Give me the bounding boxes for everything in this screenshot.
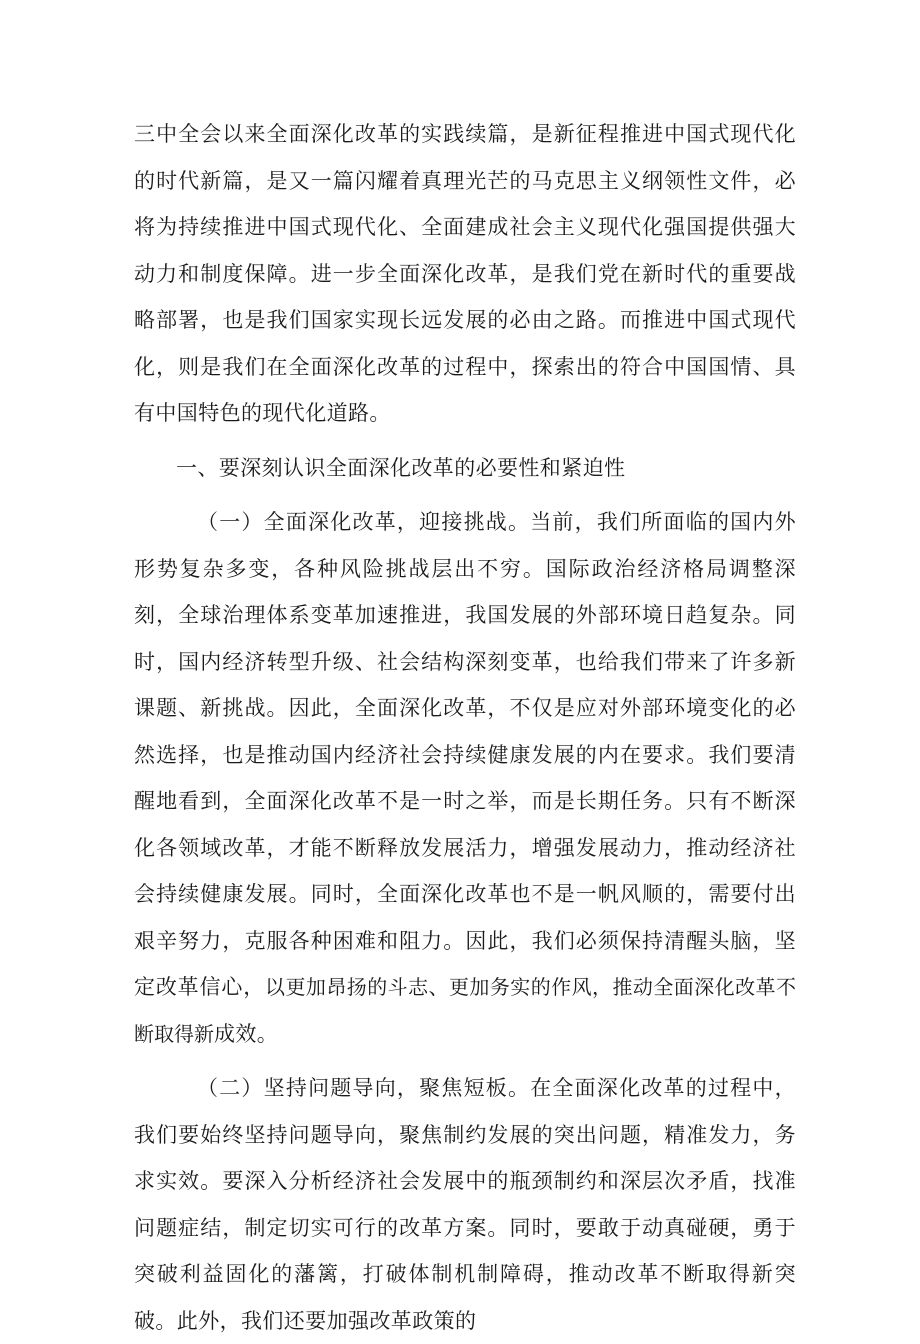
paragraph-intro-text: 三中全会以来全面深化改革的实践续篇，是新征程推进中国式现代化的时代新篇，是又一篇闪耀着真理光芒的马克思主义纲领性文件，必将为持续推进中国式现代化、全面建成社会主义现代化强国提供强大动力和制度保障。进一步全面深化改革，是我们党在新时代的重要战略部署，也是我们国家实现长远发展的必由之路。而推进中国式现代化，则是我们在全面深化改革的过程中，探索出的符合中国国情、具有中国特色的现代化道路。 [134, 122, 796, 425]
paragraph-section-1-1 [134, 499, 796, 1057]
paragraph-intro [134, 111, 796, 437]
paragraph-section-1-1-sans-text: 以更加昂扬的斗志、更加务实的作风，推动全面深化改革不断取得新 [134, 975, 796, 1046]
paragraph-section-1-2-text: （二）坚持问题导向，聚焦短板。在全面深化改革的过程中，我们要始终坚持问题导向，聚焦制约发展的突出问题，精准发力，务求实效。要深入分析经济社会发展中的瓶颈制约和深层次矛盾，找准问题症结，制定切实可行的改革方案。同时，要敢于动真碰硬，勇于突破利益固化的藩篱，打破体制机制障碍，推动改革不断取得新突破。此外，我们还要加强改革政策的 [134, 1076, 796, 1333]
section-heading-1-text: 一、要深刻认识全面深化改革的必要性和紧迫性 [176, 455, 626, 480]
document-body [134, 111, 796, 1344]
paragraph-section-1-1-text: （一）全面深化改革，迎接挑战。当前，我们所面临的国内外形势复杂多变，各种风险挑战层出不穷。国际政治经济格局调整深刻，全球治理体系变革加速推进，我国发展的外部环境日趋复杂。同时，国内经济转型升级、社会结构深刻变革，也给我们带来了许多新课题、新挑战。因此，全面深化改革，不仅是应对外部环境变化的必然选择，也是推动国内经济社会持续健康发展的内在要求。我们要清醒地看到，全面深化改革不是一时之举，而是长期任务。只有不断深化各领域改革，才能不断释放发展活力，增强发展动力，推动经济社会持续健康发展。同时，全面深化改革也不是一帆风顺的，需要付出艰辛努力，克服各种困难和阻力。因此，我们必须保持清醒头脑，坚定改革信心， [134, 510, 796, 999]
section-heading-1 [134, 445, 796, 492]
paragraph-section-1-2 [134, 1065, 796, 1344]
paragraph-section-1-1-tail-text: 成效。 [214, 1021, 279, 1046]
